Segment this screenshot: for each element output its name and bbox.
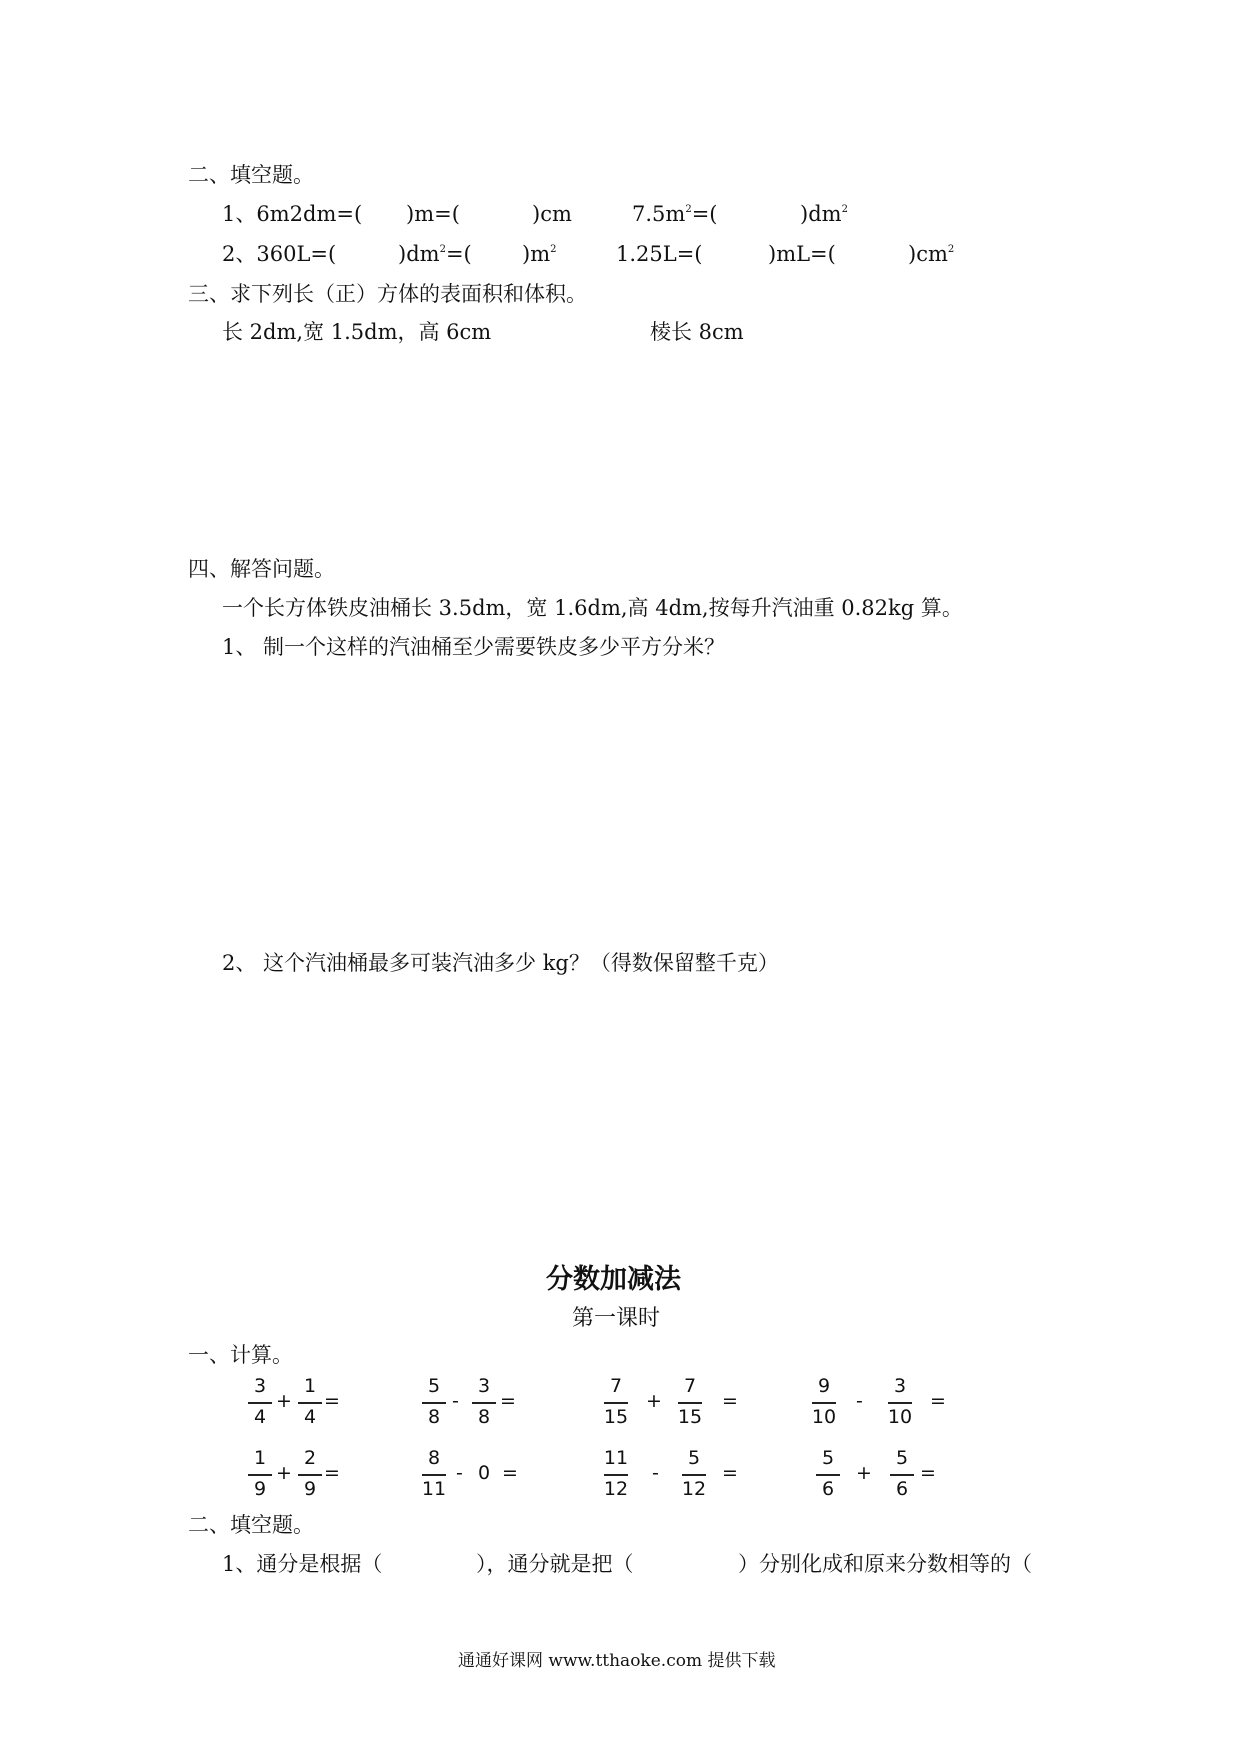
fraction: 3 4 [244, 1375, 304, 1435]
section-heading-calculation: 一、计算。 [188, 1343, 293, 1367]
fraction: 1 4 [294, 1375, 354, 1435]
fraction: 8 11 [421, 1447, 447, 1500]
fill-question-1-part-f: )$dm^2$ [800, 202, 848, 226]
equals-sign: = [930, 1390, 946, 1412]
operator: - [456, 1462, 463, 1484]
equals-sign: = [920, 1462, 936, 1484]
fraction: 5 12 [681, 1447, 707, 1500]
operator: - [652, 1462, 659, 1484]
section-heading-fill-in: 二、填空题。 [188, 163, 314, 187]
equals-sign: = [722, 1462, 738, 1484]
fill-question-2-part-b: )$dm^2=$( [398, 242, 472, 266]
fraction: 3 10 [887, 1375, 913, 1428]
operator: + [856, 1462, 872, 1484]
fill-question-1: 1、6m2dm=( [222, 202, 363, 226]
section-heading-fill-in-2: 二、填空题。 [188, 1513, 314, 1537]
fraction: 2 9 [294, 1447, 354, 1507]
fill-question-2-part-e: 1.25L=( [616, 242, 703, 266]
operator: + [276, 1390, 292, 1412]
whole-number: 0 [478, 1462, 491, 1484]
lesson-title: 分数加减法 [546, 1264, 681, 1295]
fraction: 5 8 [418, 1375, 478, 1435]
equals-sign: = [500, 1390, 516, 1412]
fill-question-1-part-c: )cm [532, 202, 572, 226]
fill-question-2-part-g: )$cm^2$ [908, 242, 955, 266]
fill-question-2-part-d: )$m^2$ [522, 242, 557, 266]
fraction: 5 6 [886, 1447, 946, 1507]
word-problem-question-1: 1、 制一个这样的汽油桶至少需要铁皮多少平方分米？ [222, 635, 726, 659]
section-heading-surface-volume: 三、求下列长（正）方体的表面积和体积。 [188, 282, 587, 306]
fill-question-2-part-f: )mL=( [768, 242, 836, 266]
fill-question-1-part-b: )m=( [406, 202, 460, 226]
equals-sign: = [324, 1390, 340, 1412]
cube-edge-length: 棱长 8cm [650, 320, 744, 344]
fraction: 11 12 [603, 1447, 629, 1500]
operator: + [646, 1390, 662, 1412]
word-problem-intro: 一个长方体铁皮油桶长 3.5dm，宽 1.6dm,高 4dm,按每升汽油重 0.82kg 算。 [222, 596, 963, 620]
fraction: 9 10 [811, 1375, 837, 1428]
fill2-question-1-b: ），通分就是把（ [476, 1552, 634, 1576]
operator: - [856, 1390, 863, 1412]
fill2-question-1-c: ）分别化成和原来分数相等的（ [738, 1552, 1032, 1576]
fraction: 7 15 [603, 1375, 629, 1428]
operator: - [452, 1390, 459, 1412]
equals-sign: = [502, 1462, 518, 1484]
fraction: 1 9 [244, 1447, 304, 1507]
cuboid-dimensions: 长 2dm,宽 1.5dm，高 6cm [222, 320, 492, 344]
fill2-question-1-a: 1、通分是根据（ [222, 1552, 383, 1576]
equals-sign: = [324, 1462, 340, 1484]
word-problem-question-2: 2、 这个汽油桶最多可装汽油多少 kg？（得数保留整千克） [222, 951, 779, 975]
section-heading-word-problems: 四、解答问题。 [188, 557, 335, 581]
operator: + [276, 1462, 292, 1484]
fill-question-1-part-d: $7.5m^2=$( [632, 202, 718, 226]
fraction: 7 15 [677, 1375, 703, 1428]
fill-question-2: 2、360L=( [222, 242, 337, 266]
lesson-subtitle: 第一课时 [572, 1306, 661, 1331]
fraction: 5 6 [812, 1447, 872, 1507]
equals-sign: = [722, 1390, 738, 1412]
footer-source: 通通好课网 www.tthaoke.com 提供下载 [458, 1651, 776, 1671]
fraction: 3 8 [468, 1375, 528, 1435]
